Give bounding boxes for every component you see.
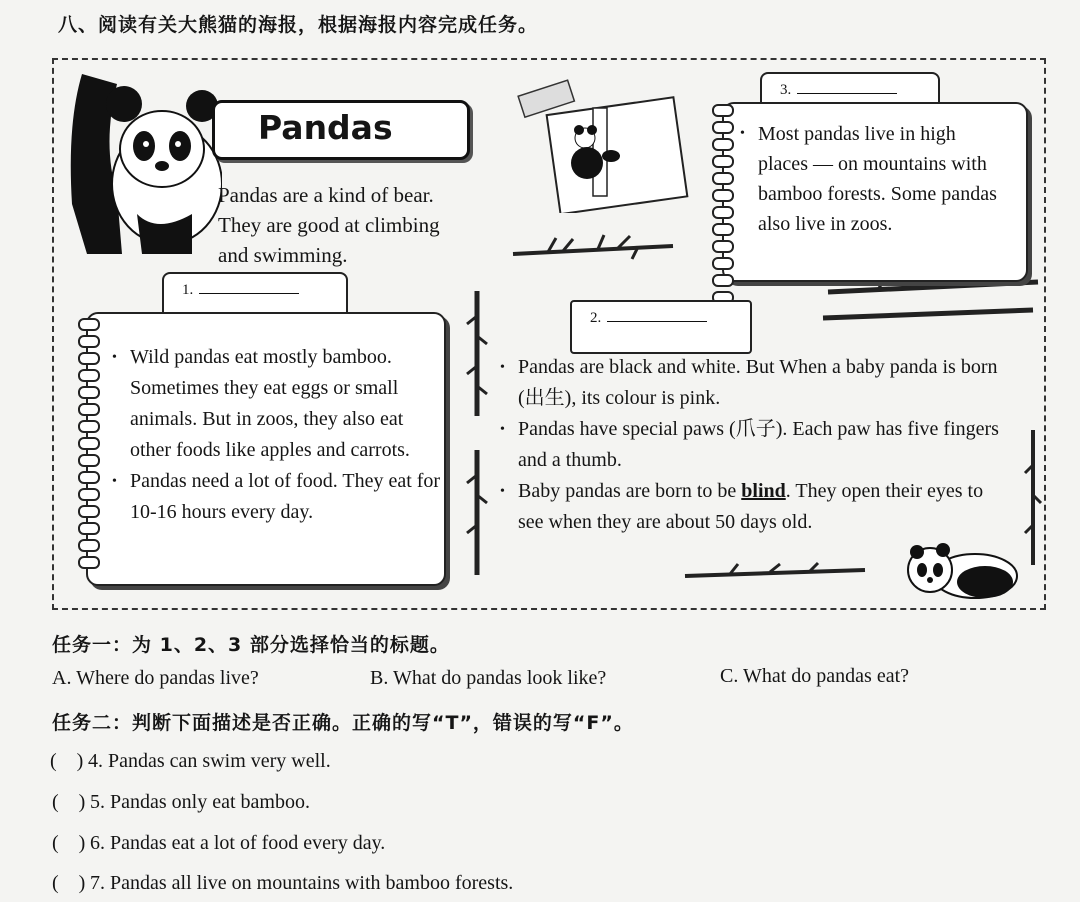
answer-blank[interactable] xyxy=(797,93,897,94)
question-text: 4. Pandas can swim very well. xyxy=(88,750,331,772)
section-1-text xyxy=(112,342,442,528)
bamboo-branch-icon xyxy=(508,232,678,266)
section-2-text xyxy=(500,352,1005,538)
question-row xyxy=(52,872,513,895)
section-2-title-tab xyxy=(570,300,752,354)
panda-climbing-illustration xyxy=(62,64,222,264)
answer-parens[interactable]: ( ) xyxy=(52,832,86,854)
bullet-text: Baby pandas are born to be xyxy=(518,480,742,502)
question-text: 7. Pandas all live on mountains with bamboo forests. xyxy=(90,872,514,894)
section-2-bullet xyxy=(500,476,1005,538)
task-1-option: C. What do pandas eat? xyxy=(720,665,910,687)
poster-title: Pandas xyxy=(258,108,393,147)
answer-parens[interactable]: ( ) xyxy=(52,872,86,894)
section-2-bullet: • Pandas are black and white. But When a baby panda is born (出生), its colour is pink. xyxy=(500,352,1005,414)
section-2-bullet: • Pandas have special paws (爪子). Each paw has five fingers and a thumb. xyxy=(500,414,1005,476)
notebook-spiral-icon xyxy=(78,318,96,573)
exercise-heading: 八、阅读有关大熊猫的海报，根据海报内容完成任务。 xyxy=(58,14,539,36)
answer-blank[interactable] xyxy=(199,293,299,294)
section-3-number: 3. xyxy=(780,82,792,98)
section-1-bullet: • Pandas need a lot of food. They eat for 10-16 hours every day. xyxy=(112,466,442,528)
task-1-option: B. What do pandas look like? xyxy=(370,667,607,689)
intro-line: They are good at climbing xyxy=(218,213,440,237)
question-row xyxy=(52,791,310,814)
intro-line: Pandas are a kind of bear. xyxy=(218,183,434,207)
poster-intro xyxy=(218,180,468,270)
bamboo-stalk-icon xyxy=(462,286,492,421)
answer-parens[interactable]: ( ) xyxy=(50,750,84,772)
intro-line: and swimming. xyxy=(218,243,348,267)
task-2-heading: 任务二：判断下面描述是否正确。正确的写“T”，错误的写“F”。 xyxy=(52,712,634,734)
keyword-blind: blind xyxy=(741,480,786,502)
answer-parens[interactable]: ( ) xyxy=(52,791,86,813)
question-text: 6. Pandas eat a lot of food every day. xyxy=(90,832,386,854)
baby-panda-illustration xyxy=(895,540,1025,602)
task-1-heading: 任务一：为 1、2、3 部分选择恰当的标题。 xyxy=(52,634,450,656)
bamboo-branch-icon xyxy=(680,560,870,586)
bamboo-stalk-icon xyxy=(462,445,492,580)
section-3-bullet: • Most pandas live in high places — on mountains with bamboo forests. Some pandas also live in zoos. xyxy=(740,119,1010,239)
bullet-text: . They open their eyes to see when they are about 50 days old. xyxy=(518,480,984,533)
answer-blank[interactable] xyxy=(607,321,707,322)
section-1-bullet: • Wild pandas eat mostly bamboo. Sometimes they eat eggs or small animals. But in zoos, they also eat other foods like apples and carrots. xyxy=(112,342,442,466)
section-1-number: 1. xyxy=(182,282,194,298)
panda-photo-illustration xyxy=(515,78,690,213)
question-row xyxy=(50,750,331,773)
question-row xyxy=(52,832,385,855)
section-2-number: 2. xyxy=(590,310,602,326)
section-3-text xyxy=(740,119,1010,239)
notebook-spiral-icon xyxy=(712,104,730,308)
task-1-option: A. Where do pandas live? xyxy=(52,667,259,689)
question-text: 5. Pandas only eat bamboo. xyxy=(90,791,310,813)
